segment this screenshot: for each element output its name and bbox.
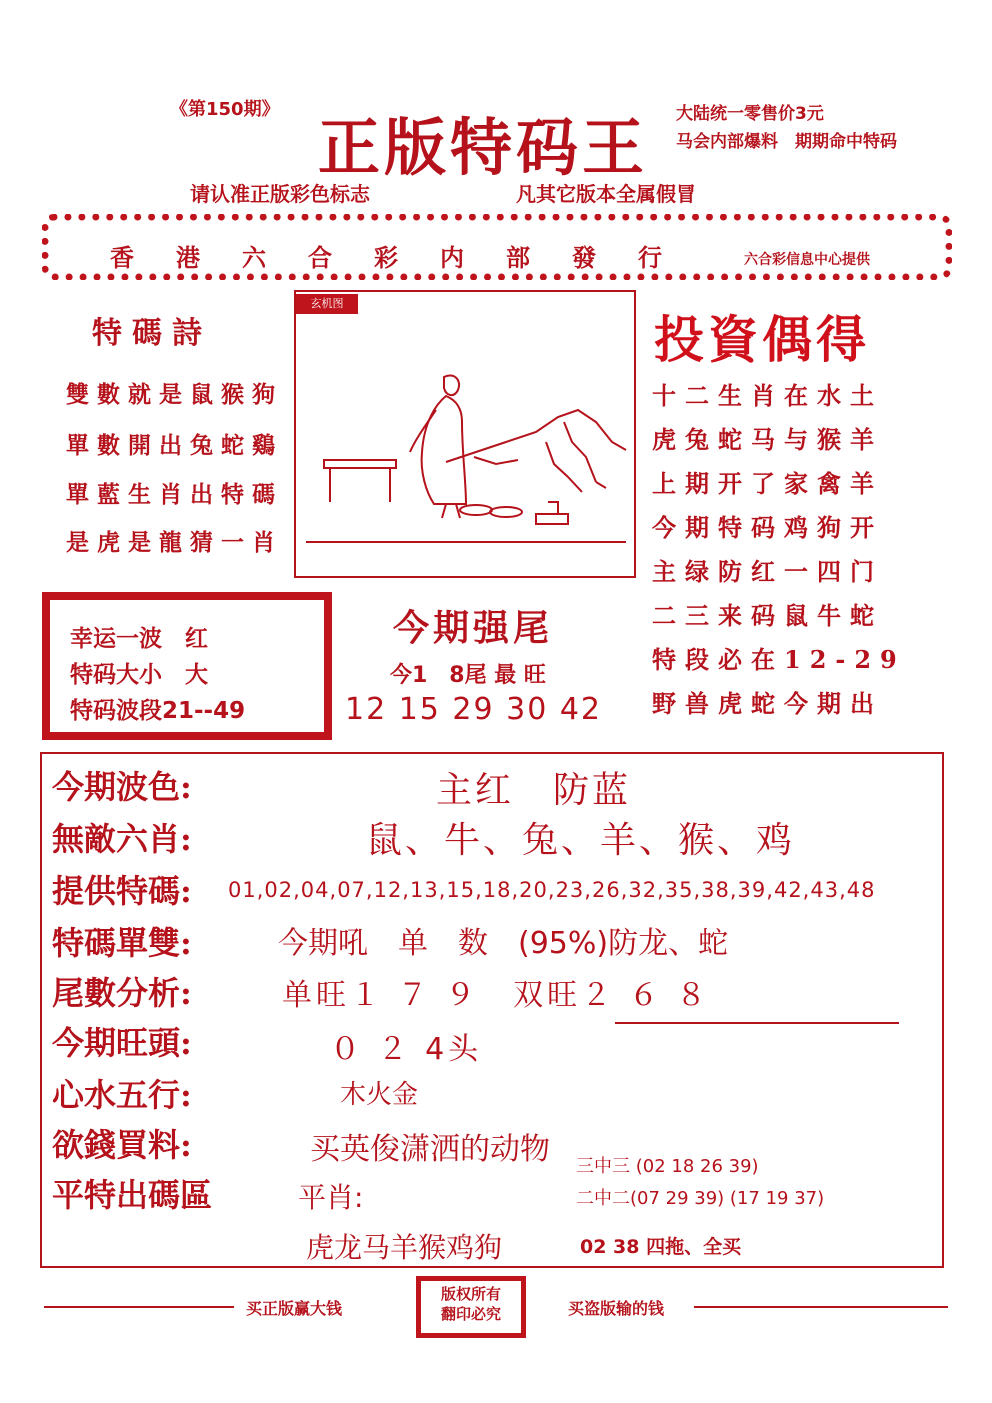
label-six-zodiac: 無敵六肖: — [52, 820, 192, 858]
invest-line: 二三来码鼠牛蛇 — [652, 601, 883, 630]
footer-slogan-right: 买盗版输的钱 — [568, 1299, 665, 1318]
price-line: 大陆统一零售价3元 — [676, 104, 824, 124]
label-wave-color: 今期波色: — [52, 768, 192, 806]
invest-line: 上期开了家禽羊 — [652, 469, 883, 498]
invest-line: 特段必在12-29 — [652, 645, 906, 674]
footer-line-left — [44, 1306, 234, 1308]
copyright-line: 翻印必究 — [440, 1305, 501, 1323]
inside-line: 马会内部爆料 期期命中特码 — [676, 132, 897, 152]
picture-stamp: 玄机图 — [296, 294, 358, 314]
lucky-range: 特码波段21--49 — [70, 698, 246, 724]
footer-slogan-left: 买正版赢大钱 — [246, 1299, 343, 1318]
copyright-text — [426, 1284, 516, 1324]
banner-subtext: 六合彩信息中心提供 — [744, 252, 870, 268]
value-numbers: 01,02,04,07,12,13,15,18,20,23,26,32,35,38,39,42,43,48 — [228, 878, 876, 902]
poem-line: 單數開出兔蛇鷄 — [66, 432, 283, 459]
page-title: 正版特码王 — [318, 111, 649, 184]
value-combo-two: 二中二(07 29 39) (17 19 37) — [576, 1188, 825, 1209]
invest-line: 虎兔蛇马与猴羊 — [652, 425, 883, 454]
label-head: 今期旺頭: — [52, 1024, 192, 1062]
value-animals: 虎龙马羊猴鸡狗 — [306, 1231, 503, 1264]
value-six-zodiac: 鼠、牛、兔、羊、猴、鸡 — [366, 820, 796, 861]
poem-line: 是虎是龍猜一肖 — [66, 529, 283, 556]
notice-genuine: 请认准正版彩色标志 — [190, 182, 370, 206]
riddle-illustration — [294, 290, 636, 578]
value-combo-three: 三中三 (02 18 26 39) — [576, 1156, 759, 1177]
price-block — [676, 100, 897, 156]
value-drag: 02 38 四拖、全买 — [580, 1236, 742, 1258]
landscape-figure-icon — [296, 292, 634, 576]
tail-title: 今期强尾 — [393, 607, 554, 649]
value-odd-even: 今期吼 单 数 (95%)防龙、蛇 — [278, 926, 729, 961]
banner-text: 香港六合彩内部發行 — [110, 243, 704, 272]
value-head: ０ ２ 4头 — [330, 1032, 483, 1067]
poem-title: 特碼詩 — [92, 316, 212, 351]
invest-line: 主绿防红一四门 — [652, 557, 883, 586]
value-wave-color: 主红 防蓝 — [436, 770, 632, 811]
label-numbers: 提供特碼: — [52, 872, 192, 910]
label-tail-analysis: 尾數分析: — [52, 974, 192, 1012]
lucky-wave: 幸运一波 红 — [70, 626, 208, 652]
value-buy: 买英俊潇洒的动物 — [310, 1132, 550, 1167]
poem-line: 雙數就是鼠猴狗 — [66, 381, 283, 408]
label-buy: 欲錢買料: — [52, 1126, 192, 1164]
value-flat-label: 平肖: — [298, 1181, 364, 1214]
copyright-line: 版权所有 — [440, 1285, 501, 1303]
divider — [615, 1022, 899, 1024]
label-element: 心水五行: — [52, 1076, 192, 1114]
label-flat: 平特出碼區 — [52, 1176, 213, 1214]
invest-line: 今期特码鸡狗开 — [652, 513, 883, 542]
invest-title: 投資偶得 — [654, 310, 870, 369]
value-element: 木火金 — [340, 1080, 419, 1110]
notice-fake: 凡其它版本全属假冒 — [516, 182, 696, 206]
issue-number: 《第150期》 — [170, 99, 280, 120]
poem-line: 單藍生肖出特碼 — [66, 481, 283, 508]
value-tail-analysis: 单旺１ ７ ９ 双旺２ ６ ８ — [282, 978, 711, 1013]
tail-numbers: 12 15 29 30 42 — [345, 692, 603, 727]
label-odd-even: 特碼單雙: — [52, 924, 192, 962]
lucky-size: 特码大小 大 — [70, 662, 208, 688]
tail-subtitle: 今1 8尾 最 旺 — [390, 663, 546, 688]
footer-line-right — [694, 1306, 948, 1308]
invest-line: 野兽虎蛇今期出 — [652, 689, 883, 718]
invest-line: 十二生肖在水土 — [652, 381, 883, 410]
